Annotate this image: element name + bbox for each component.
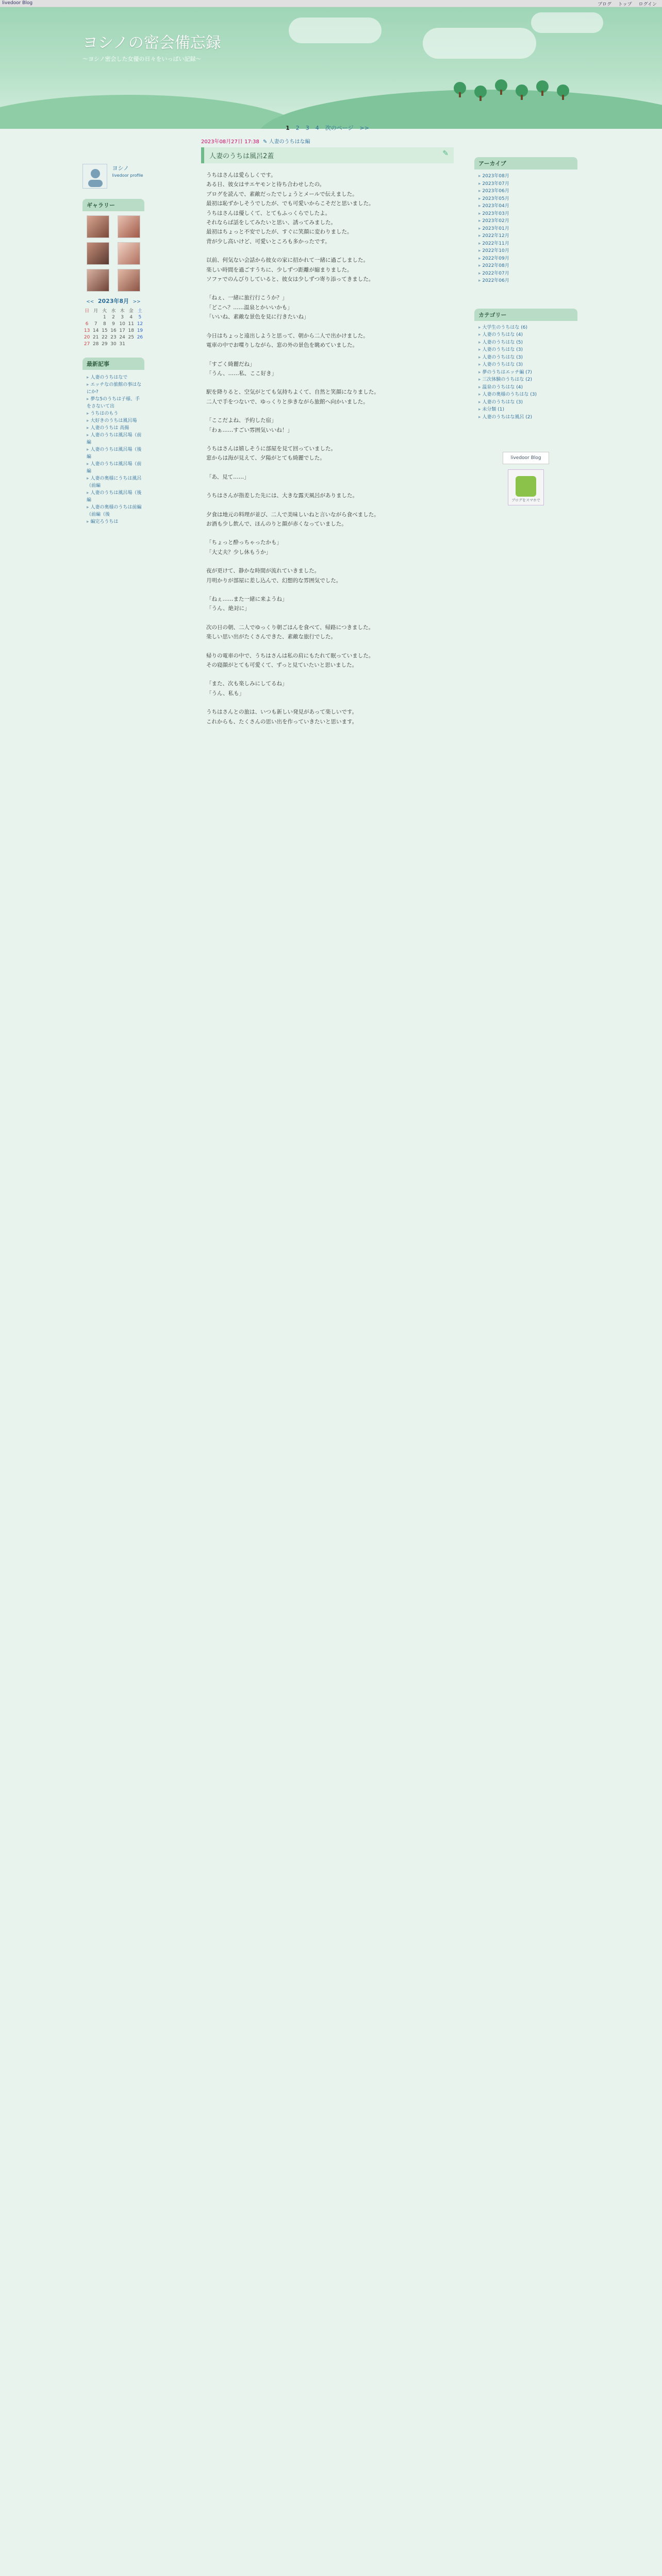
entry-paragraph: 駅を降りると、空気がとても気持ちよくて、自然と笑顔になりました。 二人で手をつないで、ゆっくりと歩きながら旅館へ向かいました。 [206, 389, 379, 405]
archive-heading: アーカイブ [474, 157, 577, 170]
calendar-day[interactable]: 20 [84, 334, 90, 340]
calendar-day[interactable]: 4 [129, 314, 133, 320]
gallery [82, 215, 144, 292]
archive-link[interactable]: ▸ 2022年09月 [478, 255, 577, 263]
top-link[interactable]: ログイン [638, 2, 657, 7]
site-title[interactable]: ヨシノの密会備忘録 [82, 34, 221, 52]
recent-post-link[interactable]: ▸ 夢な5のうちは子様、手をさないて出 [87, 396, 144, 410]
tree-decoration [454, 82, 466, 94]
calendar-weekday: 水 [111, 309, 116, 314]
archive-link[interactable]: ▸ 2022年06月 [478, 277, 577, 285]
calendar-day[interactable]: 3 [121, 314, 124, 320]
main-content [201, 124, 454, 736]
calendar-day [82, 314, 91, 320]
tree-decoration [495, 79, 507, 92]
qr-caption: ブログをスマホで [511, 498, 540, 502]
cloud-decoration [423, 28, 536, 59]
top-link[interactable]: ブログ [597, 2, 611, 7]
qr-logo-icon [516, 476, 536, 497]
tree-decoration [536, 80, 549, 93]
top-bar [0, 0, 662, 7]
category-link[interactable]: ▸ 人妻のうちはな (3) [478, 399, 577, 406]
recent-post-link[interactable]: ▸ エッチなの旅館の事はなにか? [87, 381, 144, 396]
entry-paragraph: うちはさんとの旅は、いつも新しい発見があって楽しいです。 これからも、たくさんの思い出を作っていきたいと思います。 [206, 709, 358, 725]
calendar-day[interactable]: 31 [119, 341, 125, 347]
category-link[interactable]: ▸ 人妻のうちはな (3) [478, 346, 577, 354]
calendar-day[interactable]: 18 [128, 328, 134, 333]
calendar-day[interactable]: 22 [102, 334, 108, 340]
calendar-month: 2023年8月 [97, 298, 129, 304]
recent-post-link[interactable]: ▸ 人妻のうちは風呂場（後編 [87, 489, 144, 504]
pager-link[interactable]: 3 [305, 125, 309, 131]
profile-sub[interactable]: livedoor profile [112, 173, 143, 178]
calendar-weekday: 土 [137, 309, 142, 314]
profile-name-text[interactable]: ヨシノ [112, 165, 129, 172]
calendar [82, 297, 144, 347]
recent-post-link[interactable]: ▸ 大好きのうちは風呂場 [87, 417, 144, 425]
archive-link[interactable]: ▸ 2023年08月 [478, 173, 577, 180]
entry-meta [201, 137, 454, 145]
profile-box [82, 164, 144, 189]
calendar-day[interactable]: 13 [84, 328, 90, 333]
calendar-day[interactable]: 26 [137, 334, 143, 340]
pencil-icon: ✎ [442, 149, 449, 158]
calendar-weekday: 日 [85, 309, 90, 314]
entry-paragraph: うちはさんが指差した先には、大きな露天風呂がありました。 [206, 493, 358, 499]
site-header [0, 7, 662, 129]
left-sidebar [82, 164, 144, 526]
calendar-day[interactable]: 27 [84, 341, 90, 347]
calendar-day[interactable]: 30 [110, 341, 117, 347]
pager-link[interactable]: 2 [295, 125, 300, 131]
entry-paragraph: 「また、次も楽しみにしてるね」 「うん、私も」 [206, 681, 288, 697]
entry-category[interactable]: ✎ 人妻のうちはな編 [263, 139, 310, 145]
entry-paragraph: 「あ、見て……」 [206, 473, 250, 480]
gallery-heading: ギャラリー [82, 199, 144, 211]
entry-paragraph: うちはさんは愛らしくです。 ある日、彼女はサエヤモンと待ち合わせしたの。 ブログを読んで、素敵だったでしょうとメールで伝えました。 最初は恥ずかしそうでしたが、でも可愛いからこそだと思いました。 うちはさんは優しくて、とてもふっくらでしたよ。 それならば話をしてみたいと思い、誘ってみました。 最初はちょっと不安でしたが、すぐに笑顔に変わりました。 背が少し高いけど、可愛いところも多かったです。 [206, 172, 374, 245]
entry-paragraph: 「ちょっと酔っちゃったかも」 「大丈夫？少し休もうか」 [206, 539, 282, 555]
calendar-day[interactable]: 24 [119, 334, 125, 340]
gallery-thumbnail[interactable] [87, 242, 109, 265]
recent-post-link[interactable]: ▸ 編完ろうちは [87, 518, 144, 526]
recent-post-link[interactable]: ▸ 人妻のうちは風呂場（後編 [87, 446, 144, 461]
calendar-grid [82, 307, 144, 347]
archive-link[interactable]: ▸ 2022年12月 [478, 232, 577, 240]
entry-body [201, 171, 454, 726]
archive-link[interactable]: ▸ 2022年10月 [478, 247, 577, 255]
calendar-day [136, 341, 144, 347]
archive-link[interactable]: ▸ 2023年01月 [478, 225, 577, 233]
category-link[interactable]: ▸ 三次体験のうちはな (2) [478, 376, 577, 384]
calendar-next[interactable]: >> [133, 299, 141, 304]
site-description: ～ヨシノ密会した女優の日々をいっぱい記録～ [82, 56, 202, 62]
gallery-thumbnail[interactable] [118, 269, 140, 292]
recent-posts [82, 374, 144, 526]
category-link[interactable]: ▸ 人妻のうちはな (3) [478, 361, 577, 369]
entry-title-text[interactable]: 人妻のうちは風呂2蓋 [209, 152, 274, 160]
calendar-weekday: 月 [93, 309, 98, 314]
entry-paragraph: 「すごく綺麗だね」 「うん、……私、ここ好き」 [206, 361, 277, 377]
recent-post-link[interactable]: ▸ 人妻の奥様にうちは風呂（前編 [87, 475, 144, 489]
entry-paragraph: 夜が更けて、静かな時間が流れていきました。 月明かりが部屋に差し込んで、幻想的な雰囲気でした。 [206, 568, 342, 584]
archive-link[interactable]: ▸ 2023年02月 [478, 217, 577, 225]
archive-link[interactable]: ▸ 2023年03月 [478, 210, 577, 218]
calendar-day[interactable]: 12 [137, 321, 143, 327]
calendar-day[interactable]: 19 [137, 328, 143, 333]
calendar-title [82, 297, 144, 305]
archive-link[interactable]: ▸ 2023年04月 [478, 202, 577, 210]
livedoor-badge[interactable] [503, 452, 549, 464]
gallery-thumbnail[interactable] [87, 269, 109, 292]
category-list [474, 324, 577, 421]
entry-paragraph: うちはさんは嬉しそうに部屋を見て回っていました。 窓からは海が見えて、夕陽がとても綺麗でした。 [206, 445, 336, 462]
calendar-day[interactable]: 16 [110, 328, 117, 333]
brand-link[interactable]: livedoor Blog [2, 1, 33, 6]
calendar-day[interactable]: 21 [92, 334, 99, 340]
recent-post-link[interactable]: ▸ 人妻のうちはなで [87, 374, 144, 381]
gallery-thumbnail[interactable] [118, 215, 140, 238]
entry-paragraph: 帰りの電車の中で、うちはさんは私の肩にもたれて眠っていました。 その寝顔がとても可愛くて、ずっと見ていたいと思いました。 [206, 652, 374, 669]
calendar-day[interactable]: 23 [110, 334, 117, 340]
entry-paragraph: 夕食は地元の料理が並び、二人で美味しいねと言いながら食べました。 お酒も少し飲んで、ほんのりと顔が赤くなっていました。 [206, 511, 379, 527]
tree-decoration [474, 86, 487, 98]
archive-link[interactable]: ▸ 2023年06月 [478, 188, 577, 195]
calendar-day[interactable]: 15 [102, 328, 108, 333]
recent-post-link[interactable]: ▸ 人妻のうちは風呂場（前編 [87, 432, 144, 446]
recent-post-link[interactable]: ▸ うちはのもう [87, 410, 144, 417]
recent-heading: 最新記事 [82, 358, 144, 370]
category-link[interactable]: ▸ 人妻の奥様のうちはな (3) [478, 391, 577, 399]
entry-title [201, 147, 454, 163]
archive-link[interactable]: ▸ 2022年11月 [478, 240, 577, 248]
calendar-day[interactable]: 2 [112, 314, 115, 320]
category-link[interactable]: ▸ 人妻のうちはな (3) [478, 354, 577, 362]
recent-post-link[interactable]: ▸ 人妻のうちは風呂場（前編 [87, 461, 144, 475]
calendar-day[interactable]: 8 [103, 321, 106, 327]
qr-code[interactable] [508, 469, 544, 505]
archive-list [474, 173, 577, 285]
pagination [201, 124, 454, 132]
category-link[interactable]: ▸ 夢のうちはエッチ編 (7) [478, 369, 577, 377]
calendar-day[interactable]: 29 [102, 341, 108, 347]
category-link[interactable]: ▸ 大学生のうちはな (6) [478, 324, 577, 332]
calendar-day [127, 341, 136, 347]
calendar-day[interactable]: 25 [128, 334, 134, 340]
archive-link[interactable]: ▸ 2023年07月 [478, 180, 577, 188]
entry-paragraph: 「ねぇ、一緒に旅行行こうか？」 「どこへ？……温泉とかいいかも」 「いいね、素敵な景色を見に行きたいね」 [206, 295, 309, 320]
cloud-decoration [531, 12, 603, 33]
calendar-day [91, 314, 100, 320]
calendar-day[interactable]: 10 [119, 321, 125, 327]
top-links [592, 1, 657, 7]
calendar-day[interactable]: 9 [112, 321, 115, 327]
avatar[interactable] [82, 164, 107, 189]
tree-decoration [557, 84, 569, 97]
archive-link[interactable]: ▸ 2022年07月 [478, 270, 577, 278]
calendar-day[interactable]: 28 [92, 341, 99, 347]
entry-category-label[interactable]: 人妻のうちはな編 [269, 139, 310, 145]
entry-paragraph: 「ねぇ……また一緒に来ようね」 「うん、絶対に」 [206, 596, 288, 612]
calendar-day[interactable]: 14 [92, 328, 99, 333]
recent-post-link[interactable]: ▸ 人妻のうちは 高揚 [87, 425, 144, 432]
category-link[interactable]: ▸ 未分類 (1) [478, 406, 577, 414]
calendar-weekday: 金 [128, 309, 134, 314]
tree-decoration [516, 84, 528, 97]
category-heading: カテゴリー [474, 309, 577, 321]
right-sidebar [474, 157, 577, 505]
category-link[interactable]: ▸ 人妻のうちはな (5) [478, 339, 577, 347]
profile-name[interactable] [112, 164, 143, 178]
calendar-day[interactable]: 11 [128, 321, 134, 327]
recent-post-link[interactable]: ▸ 人妻の奥様のうちは前編（前編（後 [87, 504, 144, 518]
gallery-thumbnail[interactable] [87, 215, 109, 238]
calendar-day[interactable]: 7 [94, 321, 97, 327]
entry-paragraph: 今日はちょっと遠出しようと思って、朝から二人で出かけました。 電車の中でお喋りしながら、窓の外の景色を眺めていました。 [206, 332, 369, 349]
entry-date[interactable]: 2023年08月27日 17:38 [201, 139, 259, 145]
archive-link[interactable]: ▸ 2023年05月 [478, 195, 577, 203]
pager-link[interactable]: 4 [315, 125, 319, 131]
category-link[interactable]: ▸ 人妻のうちはな (4) [478, 331, 577, 339]
calendar-weekday: 火 [102, 309, 107, 314]
category-link[interactable]: ▸ 人妻のうちはな風呂 (2) [478, 414, 577, 421]
category-link[interactable]: ▸ 温泉のうちはな (4) [478, 384, 577, 392]
entry-paragraph: 「ここだよね、予約した宿」 「わぁ……すごい雰囲気いいね！」 [206, 417, 293, 433]
pager-link[interactable]: 1 [286, 125, 290, 131]
pager-link[interactable]: 次のページ [325, 125, 354, 131]
calendar-day[interactable]: 1 [103, 314, 106, 320]
calendar-weekday: 木 [120, 309, 125, 314]
cloud-decoration [289, 18, 382, 43]
top-link[interactable]: トップ [618, 2, 632, 7]
badge-text[interactable]: livedoor Blog [510, 455, 541, 461]
pager-link[interactable]: >> [359, 125, 369, 131]
calendar-day[interactable]: 5 [138, 314, 142, 320]
gallery-thumbnail[interactable] [118, 242, 140, 265]
calendar-prev[interactable]: << [86, 299, 94, 304]
archive-link[interactable]: ▸ 2022年08月 [478, 262, 577, 270]
entry-paragraph: 次の日の朝、二人でゆっくり朝ごはんを食べて、帰路につきました。 楽しい思い出がたくさんできた、素敵な旅行でした。 [206, 624, 374, 640]
calendar-day[interactable]: 6 [85, 321, 89, 327]
entry-paragraph: 以前、何気ない会話から彼女の家に招かれて一緒に過ごしました。 楽しい時間を過ごすうちに、少しずつ距離が縮まりました。 ソファでのんびりしていると、彼女は少しずつ寄り添ってきました。 [206, 257, 374, 283]
calendar-day[interactable]: 17 [119, 328, 125, 333]
